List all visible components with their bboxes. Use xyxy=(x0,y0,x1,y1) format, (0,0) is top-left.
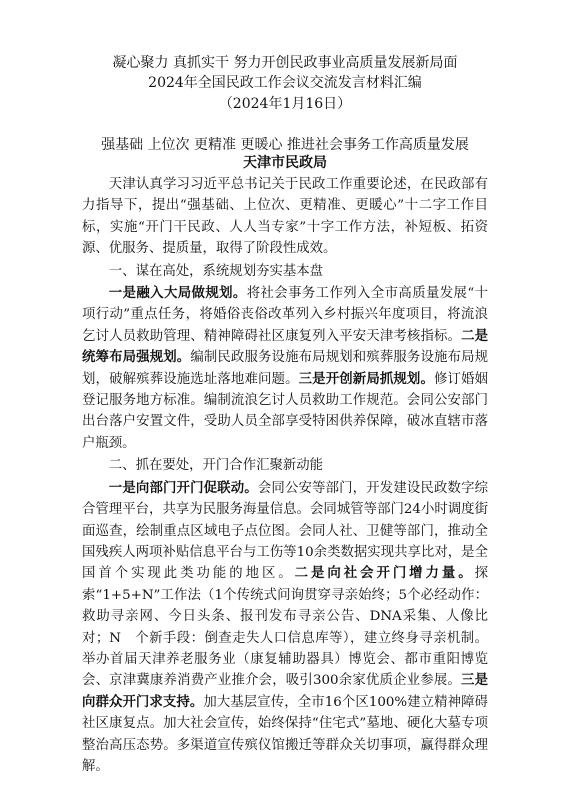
section-1-point-2-lead: 二是统筹布局强规划。 xyxy=(82,327,489,366)
section-2-point-1-text: 会同公安等部门，开发建设民政数字综合管理平台，共享为民服务海量信息。会同城管等部门24小时调度街面巡查，绘制重点区域电子点位图。会同人社、卫健等部门，推动全国残疾人两项补贴信息平台与工伤等10余类数据实现共享比对，是全国首个实现此类功能的地区。 xyxy=(82,480,489,582)
compilation-subtitle: 2024年全国民政工作会议交流发言材料汇编 xyxy=(148,75,422,91)
compilation-title: 凝心聚力 真抓实干 努力开创民政事业高质量发展新局面 xyxy=(112,55,458,71)
intro-text: 天津认真学习习近平总书记关于民政工作重要论述，在民政部有力指导下，提出“强基础、上位次、更精准、更暖心”十二字工作目标，实施“开门干民政、人人当专家”十字工作方法，补短板、拓资源、优服务、提质量，取得了阶段性成效。 xyxy=(82,177,488,257)
section-2-point-2-lead: 二是向社会开门增力量。 xyxy=(294,565,475,582)
article-body xyxy=(82,174,488,777)
section-2-point-3-text: 加大基层宣传，全市16个区100%建立精神障碍社区康复点。加大社会宣传，始终保持“住宅式”墓地、硬化大墓专项整治高压态势。多渠道宣传殡仪馆搬迁等群众关切事项，赢得群众理解。 xyxy=(82,694,488,774)
section-1-point-3-text: 修订婚姻登记服务地方标准。编制流浪乞讨人员救助工作规范。会同公安部门出台落户安置文件，受助人员全部享受特困供养保障，破冰直辖市落户瓶颈。 xyxy=(82,371,489,451)
section-1-point-1-lead: 一是融入大局做规划。 xyxy=(108,285,247,302)
section-1-point-2-text: 编制民政服务设施布局规划和殡葬服务设施布局规划，破解殡葬设施选址落地难问题。 xyxy=(82,350,489,387)
article-title: 强基础 上位次 更精准 更暖心 推进社会事务工作高质量发展 xyxy=(101,137,469,153)
section-2-point-3-lead: 三是向群众开门求支持。 xyxy=(82,672,489,710)
section-1-point-1-text: 将社会事务工作列入全市高质量发展“十项行动”重点任务，将婚俗丧俗改革列入乡村振兴年度项目，将流浪乞讨人员救助管理、精神障碍社区康复列入平安天津考核指标。 xyxy=(82,286,488,344)
section-2-point-1-lead: 一是向部门开门促联动。 xyxy=(108,479,258,496)
section-1-paragraph xyxy=(82,283,488,454)
compilation-date: （2024年1月16日） xyxy=(218,96,352,112)
section-1-heading: 一、谋在高处，系统规划夯实基本盘 xyxy=(108,263,324,279)
section-1-point-3-lead: 三是开创新局抓规划。 xyxy=(298,370,435,387)
section-2-paragraph xyxy=(82,478,488,778)
article-organization: 天津市民政局 xyxy=(243,155,327,171)
section-2-heading: 二、抓在要处，开门合作汇聚新动能 xyxy=(108,458,324,474)
intro-paragraph xyxy=(82,174,488,260)
section-2-point-2-text: 探索“1+5+N”工作法（1个传统式问询贯穿寻亲始终；5个必经动作：救助寻亲网、今日头条、报刊发布寻亲公告、DNA采集、人像比对；N 个新手段：倒查走失人口信息库等），建立终身寻亲机制。举办首届天津养老服务业（康复辅助器具）博览会、都市重阳博览会、京津冀康养消费产业推介会，吸引300余家优质企业参展。 xyxy=(82,566,489,689)
